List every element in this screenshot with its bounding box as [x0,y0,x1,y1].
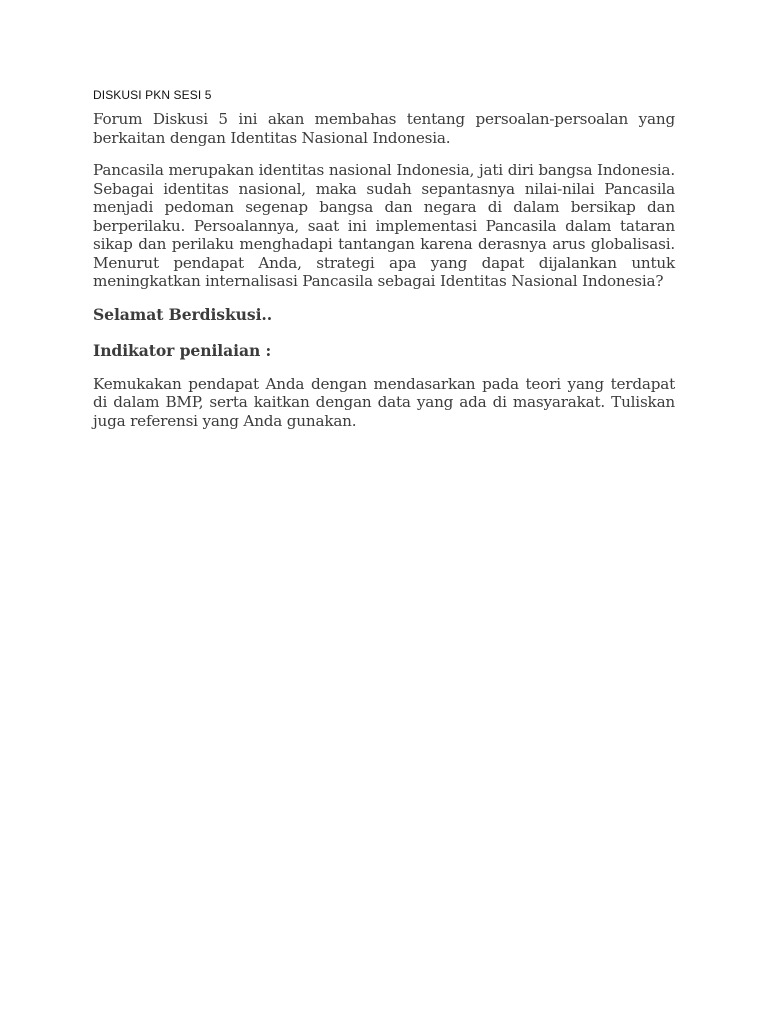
instruction-paragraph: Kemukakan pendapat Anda dengan mendasarkan pada teori yang terdapat di dalam BMP, serta kaitkan dengan data yang ada di masyarakat. Tuliskan juga referensi yang Anda gunakan. [93,374,675,430]
document-header: DISKUSI PKN SESI 5 [93,88,212,102]
closing-greeting: Selamat Berdiskusi.. [93,304,273,324]
indicator-heading: Indikator penilaian : [93,340,272,360]
document-page [93,86,675,444]
question-paragraph: Pancasila merupakan identitas nasional Indonesia, jati diri bangsa Indonesia. Sebagai identitas nasional, maka sudah sepantasnya nilai-nilai Pancasila menjadi pedoman segenap bangsa dan negara di dalam bersikap dan berperilaku. Persoalannya, saat ini implementasi Pancasila dalam tataran sikap dan perilaku menghadapi tantangan karena derasnya arus globalisasi. Menurut pendapat Anda, strategi apa yang dapat dijalankan untuk meningkatkan internalisasi Pancasila sebagai Identitas Nasional Indonesia? [93,161,675,290]
intro-paragraph: Forum Diskusi 5 ini akan membahas tentang persoalan-persoalan yang berkaitan dengan Identitas Nasional Indonesia. [93,110,675,147]
